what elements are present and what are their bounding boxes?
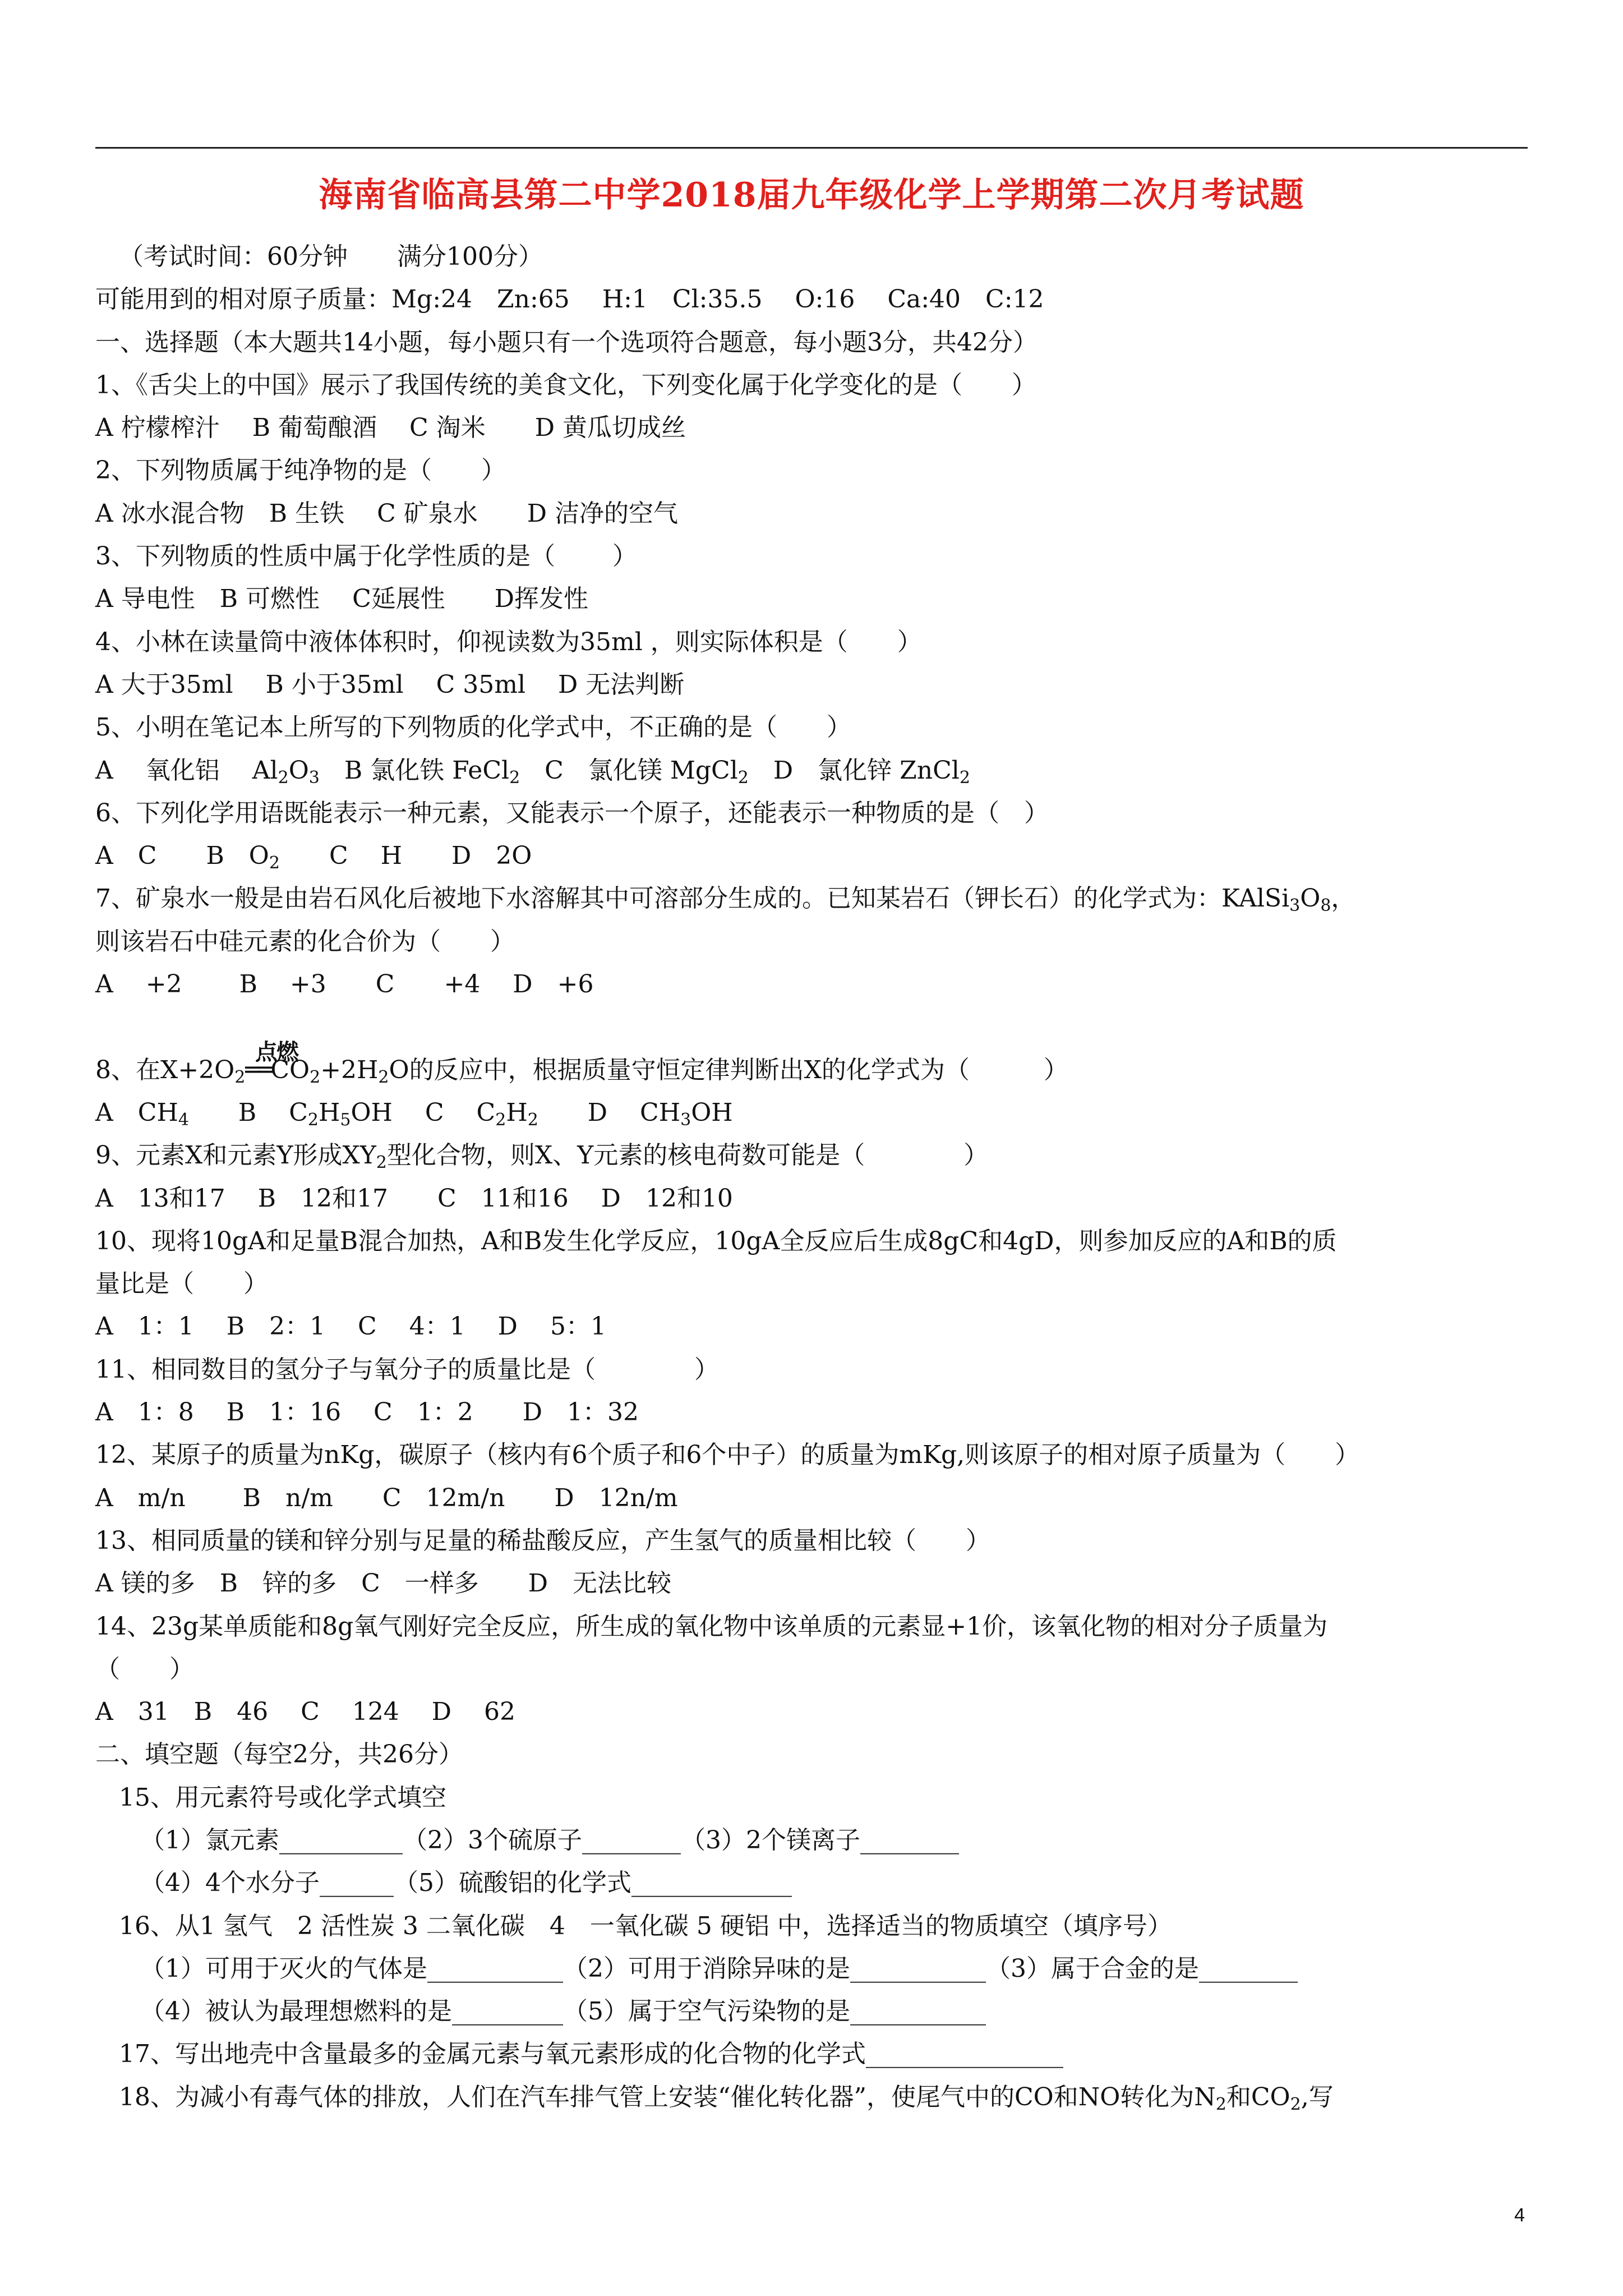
question-1-options: A 柠檬榨汁 B 葡萄酿酒 C 淘米 D 黄瓜切成丝 — [95, 413, 686, 443]
question-16-line1: （1）可用于灭火的气体是___________（2）可用于消除异味的是___________（3）属于合金的是________ — [140, 1954, 1298, 1983]
question-2: 2、下列物质属于纯净物的是（ ） — [95, 456, 506, 485]
exam-body — [95, 236, 1528, 2119]
reaction-condition: 点燃 — [255, 1038, 298, 1065]
section1-title: 一、选择题（本大题共14小题，每小题只有一个选项符合题意，每小题3分，共42分） — [95, 328, 1038, 357]
question-14: 14、23g某单质能和8g氧气刚好完全反应，所生成的氧化物中该单质的元素显+1价，该氧化物的相对分子质量为 — [95, 1612, 1328, 1641]
equals-sign: ══ — [245, 1055, 271, 1084]
question-17: 17、写出地壳中含量最多的金属元素与氧元素形成的化合物的化学式________________ — [119, 2040, 1063, 2069]
question-15-line2: （4）4个水分子______（5）硫酸铝的化学式_____________ — [140, 1869, 792, 1898]
question-9-options: A 13和17 B 12和17 C 11和16 D 12和10 — [95, 1184, 733, 1213]
question-6-options: A C B $O_2$ C H D 2O — [95, 841, 532, 873]
question-3: 3、下列物质的性质中属于化学性质的是（ ） — [95, 542, 637, 571]
section2-title: 二、填空题（每空2分，共26分） — [95, 1740, 463, 1769]
question-5-options: A 氧化铝 $Al_2O_3$ B 氯化铁 FeCl$_2$ C 氯化镁 MgCl$_2$ D 氯化锌 ZnCl$_2$ — [95, 756, 970, 788]
blank-line — [95, 1006, 1528, 1048]
question-6: 6、下列化学用语既能表示一种元素，又能表示一个原子，还能表示一种物质的是（ ） — [95, 798, 1049, 827]
question-12-options: A m/n B n/m C 12m/n D 12n/m — [95, 1483, 678, 1512]
question-7-continued: 则该岩石中硅元素的化合价为（ ） — [95, 927, 515, 956]
question-16-line2: （4）被认为最理想燃料的是_________（5）属于空气污染物的是___________ — [140, 1997, 986, 2026]
question-16: 16、从1 氢气 2 活性炭 3 二氧化碳 4 一氧化碳 5 硬铝 中，选择适当的物质填空（填序号） — [119, 1911, 1172, 1940]
question-8: 点燃 8、在$X+2O_2══CO_2+2H_2O$的反应中，根据质量守恒定律判断出X的化学式为（ ） — [95, 1049, 1528, 1092]
page-title: 海南省临高县第二中学2018届九年级化学上学期第二次月考试题 — [319, 176, 1304, 215]
question-7: 7、矿泉水一般是由岩石风化后被地下水溶解其中可溶部分生成的。已知某岩石（钾长石）的化学式为：$KAlSi_3O_8$， — [95, 884, 1356, 916]
question-15-line1: （1）氯元素__________（2）3个硫原子________（3）2个镁离子________ — [140, 1825, 959, 1855]
exam-info: （考试时间：60分钟 满分100分） — [119, 242, 543, 271]
question-13: 13、相同质量的镁和锌分别与足量的稀盐酸反应，产生氢气的质量相比较（ ） — [95, 1526, 990, 1555]
question-13-options: A 镁的多 B 锌的多 C 一样多 D 无法比较 — [95, 1569, 672, 1598]
question-2-options: A 冰水混合物 B 生铁 C 矿泉水 D 洁净的空气 — [95, 499, 678, 528]
question-5: 5、小明在笔记本上所写的下列物质的化学式中，不正确的是（ ） — [95, 713, 851, 742]
question-14-options: A 31 B 46 C 124 D 62 — [95, 1697, 515, 1727]
question-8-options: A $CH_4$ B $C_2H_5OH$ C $C_2H_2$ D $CH_3OH$ — [95, 1098, 733, 1130]
question-3-options: A 导电性 B 可燃性 C延展性 D挥发性 — [95, 585, 589, 614]
header-rule — [95, 147, 1528, 149]
question-7-options: A +2 B +3 C +4 D +6 — [95, 970, 594, 999]
question-14-continued: （ ） — [95, 1654, 194, 1683]
question-10: 10、现将10gA和足量B混合加热，A和B发生化学反应，10gA全反应后生成8gC和4gD，则参加反应的A和B的质 — [95, 1226, 1337, 1255]
question-11: 11、相同数目的氢分子与氧分子的质量比是（ ） — [95, 1355, 719, 1384]
page-number: 4 — [1514, 2205, 1525, 2226]
question-4: 4、小林在读量筒中液体体积时，仰视读数为35ml ，则实际体积是（ ） — [95, 627, 922, 656]
question-9: 9、元素X和元素Y形成$XY_2$型化合物，则X、Y元素的核电荷数可能是（ ） — [95, 1141, 989, 1173]
question-10-continued: 量比是（ ） — [95, 1269, 268, 1299]
question-4-options: A 大于35ml B 小于35ml C 35ml D 无法判断 — [95, 670, 685, 699]
question-12: 12、某原子的质量为nKg，碳原子（核内有6个质子和6个中子）的质量为mKg,则该原子的相对原子质量为（ ） — [95, 1441, 1360, 1470]
atomic-masses: 可能用到的相对原子质量：Mg:24 Zn:65 H:1 Cl:35.5 O:16 Ca:40 C:12 — [95, 285, 1044, 314]
question-10-options: A 1：1 B 2：1 C 4：1 D 5：1 — [95, 1312, 606, 1341]
question-18: 18、为减小有毒气体的排放，人们在汽车排气管上安装“催化转化器”，使尾气中的CO和NO转化为$N_2$和$CO_2$,写 — [119, 2082, 1334, 2114]
question-15: 15、用元素符号或化学式填空 — [119, 1783, 446, 1812]
question-11-options: A 1：8 B 1：16 C 1：2 D 1：32 — [95, 1398, 639, 1427]
question-1: 1、《舌尖上的中国》展示了我国传统的美食文化，下列变化属于化学变化的是（ ） — [95, 370, 1036, 399]
